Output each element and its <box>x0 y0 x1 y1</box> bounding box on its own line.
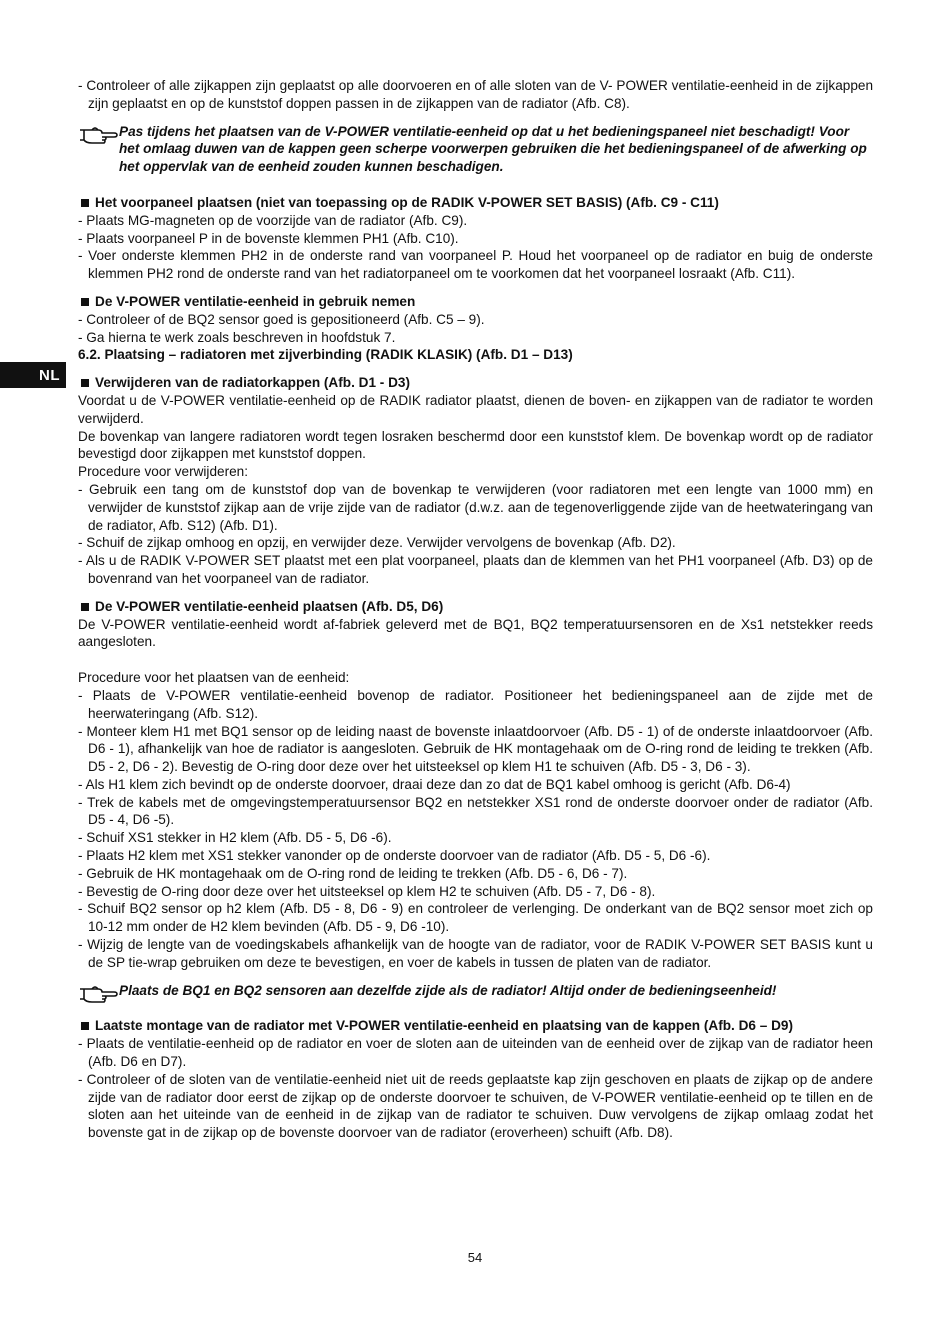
list-item: - Voer onderste klemmen PH2 in de onderste rand van voorpaneel P. Houd het voorpaneel op de radiator en buig de onderste klemmen PH2 rond de onderste rand van het radiatorpaneel om te voorkomen dat het voorpaneel losraakt (Afb. C11). <box>78 248 873 282</box>
paragraph: Procedure voor het plaatsen van de eenheid: <box>78 670 350 686</box>
paragraph: De bovenkap van langere radiatoren wordt tegen losraken beschermd door een kunststof klem. De bovenkap wordt op de radiator bevestigd door zijkappen met kunststof doppen. <box>78 428 873 462</box>
list-item: - Controleer of de sloten van de ventilatie-eenheid niet uit de reeds geplaatste kap zijn geschoven en plaats de zijkap op de andere zijde van de radiator door eerst de zijkap op de onderste doorvoer te schuiven, de V-POWER ventilatie-eenheid op te tillen en de sloten aan het uiteinde van de eenheid in de zijkap van de radiator te schuiven. Duw vervolgens de zijkap omlaag zodat het bovenste gat in de zijkap op de bovenste doorvoer van de radiator (eroverheen) schuift (Afb. D8). <box>78 1071 873 1141</box>
heading-place-unit: De V-POWER ventilatie-eenheid plaatsen (Afb. D5, D6) <box>78 598 873 616</box>
page-number: 54 <box>467 1250 483 1265</box>
list-item: - Plaats voorpaneel P in de bovenste klemmen PH1 (Afb. C10). <box>78 230 459 246</box>
section-6-2-title: 6.2. Plaatsing – radiatoren met zijverbinding (RADIK KLASIK) (Afb. D1 – D13) <box>78 347 573 363</box>
square-bullet-icon <box>81 603 89 611</box>
square-bullet-icon <box>81 379 89 387</box>
list-item: - Plaats de ventilatie-eenheid op de radiator en voer de sloten aan de uiteinden van de eenheid over de zijkap van de radiator heen (Afb. D6 en D7). <box>78 1036 873 1070</box>
list-item: - Als H1 klem zich bevindt op de onderste doorvoer, draai deze dan zo dat de BQ1 kabel omhoog is gericht (Afb. D6-4) <box>78 776 791 792</box>
heading-commission: De V-POWER ventilatie-eenheid in gebruik nemen <box>78 293 873 311</box>
warning-note-1 <box>78 123 873 176</box>
list-item: - Schuif de zijkap omhoog en opzij, en verwijder deze. Verwijder vervolgens de bovenkap (Afb. D2). <box>78 535 676 551</box>
list-item: - Trek de kabels met de omgevingstemperatuursensor BQ2 en netstekker XS1 rond de onderste doorvoer onder de radiator (Afb. D5 - 4, D6 -5). <box>78 794 873 828</box>
intro-bullet: - Controleer of alle zijkappen zijn geplaatst op alle doorvoeren en of alle sloten van de V- POWER ventilatie-eenheid in de zijkappen zijn geplaatst en op de kunststof doppen passen in de zijkappen van de radiator (Afb. C8). <box>78 78 873 111</box>
warning-note-2-text: Plaats de BQ1 en BQ2 sensoren aan dezelfde zijde als de radiator! Altijd onder de bedieningseenheid! <box>119 982 777 998</box>
paragraph: Voordat u de V-POWER ventilatie-eenheid op de RADIK radiator plaatst, dienen de boven- en zijkappen van de radiator te worden verwijderd. <box>78 392 873 426</box>
pointing-hand-icon <box>78 983 118 1005</box>
warning-note-1-text: Pas tijdens het plaatsen van de V-POWER ventilatie-eenheid op dat u het bedieningspaneel niet beschadigt! Voor het omlaag duwen van de kappen geen scherpe voorwerpen gebruiken die het bedieningspaneel of de afwerking op het oppervlak van de eenheid zouden kunnen beschadigen. <box>119 123 867 175</box>
heading-remove-caps: Verwijderen van de radiatorkappen (Afb. D1 - D3) <box>78 374 873 392</box>
list-item: - Controleer of de BQ2 sensor goed is gepositioneerd (Afb. C5 – 9). <box>78 311 485 327</box>
heading-final-assembly: Laatste montage van de radiator met V-POWER ventilatie-eenheid en plaatsing van de kappen (Afb. D6 – D9) <box>78 1017 873 1035</box>
list-item: - Plaats MG-magneten op de voorzijde van de radiator (Afb. C9). <box>78 212 468 228</box>
list-item: - Schuif XS1 stekker in H2 klem (Afb. D5 - 5, D6 -6). <box>78 830 392 846</box>
square-bullet-icon <box>81 199 89 207</box>
list-item: - Plaats de V-POWER ventilatie-eenheid bovenop de radiator. Positioneer het bedieningspaneel aan de zijde met de heerwateringang (Afb. S12). <box>78 687 873 721</box>
square-bullet-icon <box>81 1022 89 1030</box>
pointing-hand-icon <box>78 124 118 146</box>
warning-note-2 <box>78 982 873 1000</box>
list-item: - Als u de RADIK V-POWER SET plaatst met een plat voorpaneel, plaats dan de klemmen van het PH1 voorpaneel (Afb. D3) op de bovenrand van het voorpaneel van de radiator. <box>78 553 873 586</box>
heading-front-panel: Het voorpaneel plaatsen (niet van toepassing op de RADIK V-POWER SET BASIS) (Afb. C9 - C11) <box>78 194 873 212</box>
list-item: - Gebruik de HK montagehaak om de O-ring rond de leiding te trekken (Afb. D5 - 6, D6 - 7). <box>78 865 628 881</box>
square-bullet-icon <box>81 298 89 306</box>
paragraph: De V-POWER ventilatie-eenheid wordt af-fabriek geleverd met de BQ1, BQ2 temperatuursensoren en de Xs1 netstekker reeds aangesloten. <box>78 616 873 650</box>
list-item: - Schuif BQ2 sensor op h2 klem (Afb. D5 - 8, D6 - 9) en controleer de verlenging. De onderkant van de BQ2 sensor moet zich op 10-12 mm onder de H2 klem bevinden (Afb. D5 - 9, D6 -10). <box>78 901 873 935</box>
paragraph: Procedure voor verwijderen: <box>78 464 249 480</box>
document-body <box>78 77 873 1142</box>
list-item: - Gebruik een tang om de kunststof dop van de bovenkap te verwijderen (voor radiatoren met een lengte van 1000 mm) en verwijder de kunststof zijkap aan de vrije zijde van de radiator (d.w.z. aan de tegenoverliggende zijde van de heetwateringang van de radiator, Afb. S12) (Afb. D1). <box>78 481 873 533</box>
list-item: - Bevestig de O-ring door deze over het uitsteeksel op klem H2 te schuiven (Afb. D5 - 7, D6 - 8). <box>78 883 656 899</box>
language-tab: NL <box>0 362 66 388</box>
list-item: - Ga hierna te werk zoals beschreven in hoofdstuk 7. <box>78 329 396 345</box>
list-item: - Plaats H2 klem met XS1 stekker vanonder op de onderste doorvoer van de radiator (Afb. D5 - 5, D6 -6). <box>78 848 711 864</box>
list-item: - Monteer klem H1 met BQ1 sensor op de leiding naast de bovenste inlaatdoorvoer (Afb. D5 - 1) of de onderste inlaatdoorvoer (Afb. D6 - 1), afhankelijk van hoe de radiator is aangesloten. Gebruik de HK montagehaak om de O-ring rond de leiding te trekken (Afb. D5 - 2, D6 - 2). Bevestig de O-ring door deze over het uitsteeksel op klem H1 te schuiven (Afb. D5 - 3, D6 - 3). <box>78 723 873 775</box>
list-item: - Wijzig de lengte van de voedingskabels afhankelijk van de hoogte van de radiator, voor de RADIK V-POWER SET BASIS kunt u de SP tie-wrap gebruiken om deze te bevestigen, en voer de kabels in tussen de platen van de radiator. <box>78 937 873 970</box>
